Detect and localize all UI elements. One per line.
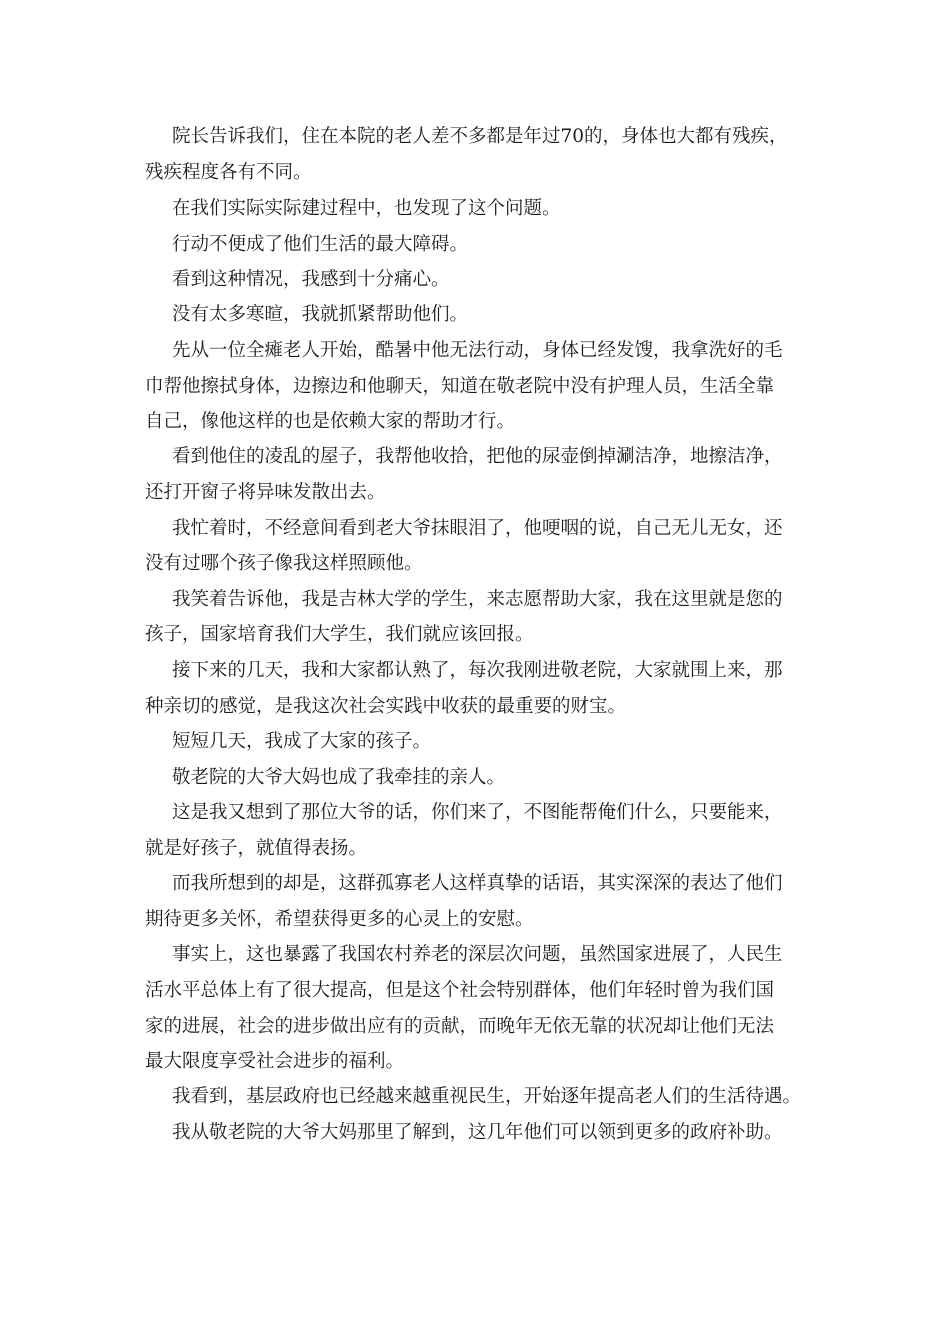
paragraph-line: 这是我又想到了那位大爷的话，你们来了，不图能帮俺们什么，只要能来， [172,802,783,823]
paragraph-line: 而我所想到的却是，这群孤寡老人这样真挚的话语，其实深深的表达了他们 [172,873,783,894]
paragraph-line: 种亲切的感觉，是我这次社会实践中收获的最重要的财宝。 [145,696,627,717]
paragraph-line: 我看到，基层政府也已经越来越重视民生，开始逐年提高老人们的生活待遇。 [172,1086,802,1107]
paragraph-line: 没有过哪个孩子像我这样照顾他。 [145,553,423,574]
paragraph-line: 我从敬老院的大爷大妈那里了解到，这几年他们可以领到更多的政府补助。 [172,1122,783,1143]
paragraph-line: 我笑着告诉他，我是吉林大学的学生，来志愿帮助大家，我在这里就是您的 [172,589,783,610]
paragraph-line: 家的进展，社会的进步做出应有的贡献，而晚年无依无靠的状况却让他们无法 [145,1016,775,1037]
paragraph-line: 接下来的几天，我和大家都认熟了，每次我刚进敬老院，大家就围上来，那 [172,660,783,681]
paragraph-line: 没有太多寒暄，我就抓紧帮助他们。 [172,304,469,325]
paragraph-line: 还打开窗子将异味发散出去。 [145,482,386,503]
paragraph-line: 院长告诉我们，住在本院的老人差不多都是年过70的，身体也大都有残疾， [172,126,788,147]
paragraph-line: 我忙着时，不经意间看到老大爷抹眼泪了，他哽咽的说，自己无儿无女，还 [172,518,783,539]
paragraph-line: 在我们实际实际建过程中，也发现了这个问题。 [172,198,561,219]
paragraph-line: 短短几天，我成了大家的孩子。 [172,731,432,752]
paragraph-line: 就是好孩子，就值得表扬。 [145,838,368,859]
paragraph-line: 孩子，国家培育我们大学生，我们就应该回报。 [145,624,534,645]
paragraph-line: 活水平总体上有了很大提高，但是这个社会特别群体，他们年轻时曾为我们国 [145,980,775,1001]
paragraph-line: 行动不便成了他们生活的最大障碍。 [172,234,469,255]
paragraph-line: 最大限度享受社会进步的福利。 [145,1051,405,1072]
paragraph-line: 事实上，这也暴露了我国农村养老的深层次问题，虽然国家进展了，人民生 [172,944,783,965]
paragraph-line: 敬老院的大爷大妈也成了我牵挂的亲人。 [172,767,506,788]
paragraph-line: 巾帮他擦拭身体，边擦边和他聊天，知道在敬老院中没有护理人员，生活全靠 [145,376,775,397]
paragraph-line: 先从一位全瘫老人开始，酷暑中他无法行动，身体已经发馊，我拿洗好的毛 [172,340,783,361]
paragraph-line: 看到他住的凌乱的屋子，我帮他收拾，把他的尿壶倒掉涮洁净，地擦洁净， [172,446,783,467]
paragraph-line: 看到这种情况，我感到十分痛心。 [172,269,450,290]
paragraph-line: 期待更多关怀，希望获得更多的心灵上的安慰。 [145,909,534,930]
paragraph-line: 残疾程度各有不同。 [145,162,312,183]
paragraph-line: 自己，像他这样的也是依赖大家的帮助才行。 [145,411,516,432]
